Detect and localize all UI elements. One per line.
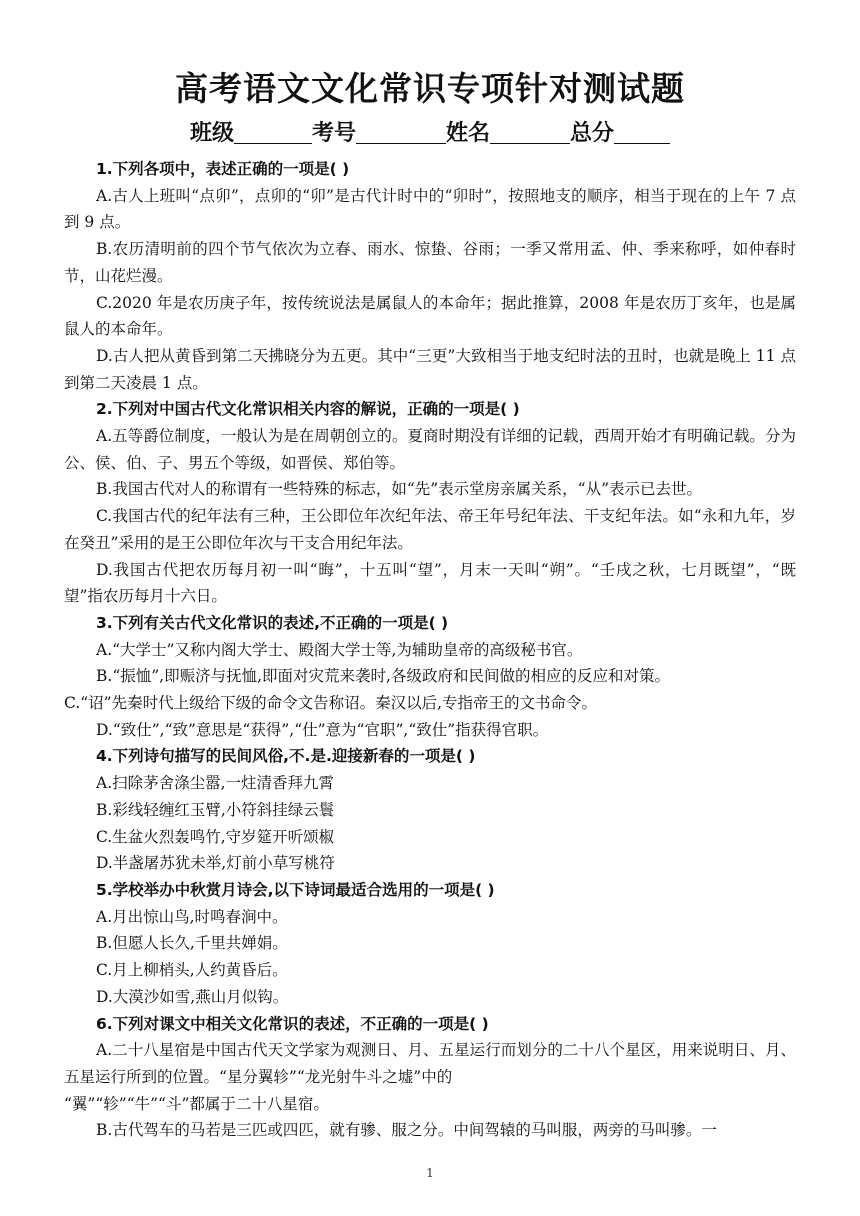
page-number: 1 [426,1166,434,1180]
question-stem: 2.下列对中国古代文化常识相关内容的解说，正确的一项是( ) [96,400,520,419]
question-stem: 1.下列各项中，表述正确的一项是( ) [96,160,350,178]
question-stem: 6.下列对课文中相关文化常识的表述，不正确的一项是( ) [96,1014,489,1033]
option: D.半盏屠苏犹未举,灯前小草写桃符 [96,854,335,873]
question-4 [64,743,796,877]
score-blank [614,121,670,144]
option: D.我国古代把农历每月初一叫“晦”，十五叫“望”，月末一天叫“朔”。“壬戌之秋，七月既望”，“既望”指农历每月十六日。 [64,560,796,606]
option: B.我国古代对人的称谓有一些特殊的标志，如“先”表示堂房亲属关系，“从”表示已去世。 [96,480,703,499]
student-info-line [64,118,796,150]
option: C.2020 年是农历庚子年，按传统说法是属鼠人的本命年；据此推算，2008 年是农历丁亥年，也是属鼠人的本命年。 [64,293,796,339]
option: D.“致仕”,“致”意思是“获得”,“仕”意为“官职”,“致仕”指获得官职。 [96,720,549,739]
exam-no-blank [356,121,446,144]
option: A.扫除茅舍涤尘嚣,一炷清香拜九霄 [96,774,335,793]
name-blank [490,121,570,144]
option: A.古人上班叫“点卯”，点卯的“卯”是古代计时中的“卯时”，按照地支的顺序，相当于现在的上午 7 点到 9 点。 [64,186,796,232]
option: C.月上柳梢头,人约黄昏后。 [96,961,288,980]
option: D.大漠沙如雪,燕山月似钩。 [96,987,289,1006]
score-label: 总分 [570,121,615,146]
question-stem: 4.下列诗句描写的民间风俗,不.是.迎接新春的一项是( ) [96,747,476,766]
option: B.但愿人长久,千里共婵娟。 [96,934,288,953]
option: C.我国古代的纪年法有三种，王公即位年次纪年法、帝王年号纪年法、干支纪年法。如“永和九年，岁在癸丑”采用的是王公即位年次与干支合用纪年法。 [64,507,796,552]
class-blank [234,121,312,144]
exam-no-label: 考号 [311,121,356,146]
question-3 [64,610,796,744]
option: B.农历清明前的四个节气依次为立春、雨水、惊蛰、谷雨；一季又常用孟、仲、季来称呼，如仲春时节，山花烂漫。 [64,240,796,285]
question-stem: 5.学校举办中秋赏月诗会,以下诗词最适合选用的一项是( ) [96,880,495,899]
question-5 [64,877,796,1011]
question-2 [64,396,796,610]
option: D.古人把从黄昏到第二天拂晓分为五更。其中“三更”大致相当于地支纪时法的丑时，也就是晚上 11 点到第二天凌晨 1 点。 [64,346,796,392]
option: B.古代驾车的马若是三匹或四匹，就有骖、服之分。中间驾辕的马叫服，两旁的马叫骖。一 [96,1121,717,1140]
option: C.“诏”先秦时代上级给下级的命令文告称诏。秦汉以后,专指帝王的文书命令。 [64,694,598,713]
name-label: 姓名 [446,121,491,146]
option: C.生盆火烈轰鸣竹,守岁筵开听颂椒 [96,827,335,846]
question-1 [64,156,796,396]
option: A.五等爵位制度，一般认为是在周朝创立的。夏商时期没有详细的记载，西周开始才有明确记载。分为公、侯、伯、子、男五个等级，如晋侯、郑伯等。 [64,427,796,472]
option-continuation: “翼”“轸”“牛”“斗”都属于二十八星宿。 [64,1094,329,1113]
option: A.“大学士”又称内阁大学士、殿阁大学士等,为辅助皇帝的高级秘书官。 [96,640,583,659]
option: A.二十八星宿是中国古代天文学家为观测日、月、五星运行而划分的二十八个星区，用来说明日、月、五星运行所到的位置。“星分翼轸”“龙光射牛斗之墟”中的 [64,1041,796,1086]
question-stem: 3.下列有关古代文化常识的表述,不正确的一项是( ) [96,613,449,632]
option: B.“振恤”,即赈济与抚恤,即面对灾荒来袭时,各级政府和民间做的相应的反应和对策。 [96,667,670,686]
class-label: 班级 [189,121,234,146]
option: A.月出惊山鸟,时鸣春涧中。 [96,907,288,926]
page-title: 高考语文文化常识专项针对测试题 [175,69,685,108]
option: B.彩线轻缠红玉臂,小符斜挂绿云鬟 [96,800,335,819]
question-6 [64,1011,796,1145]
